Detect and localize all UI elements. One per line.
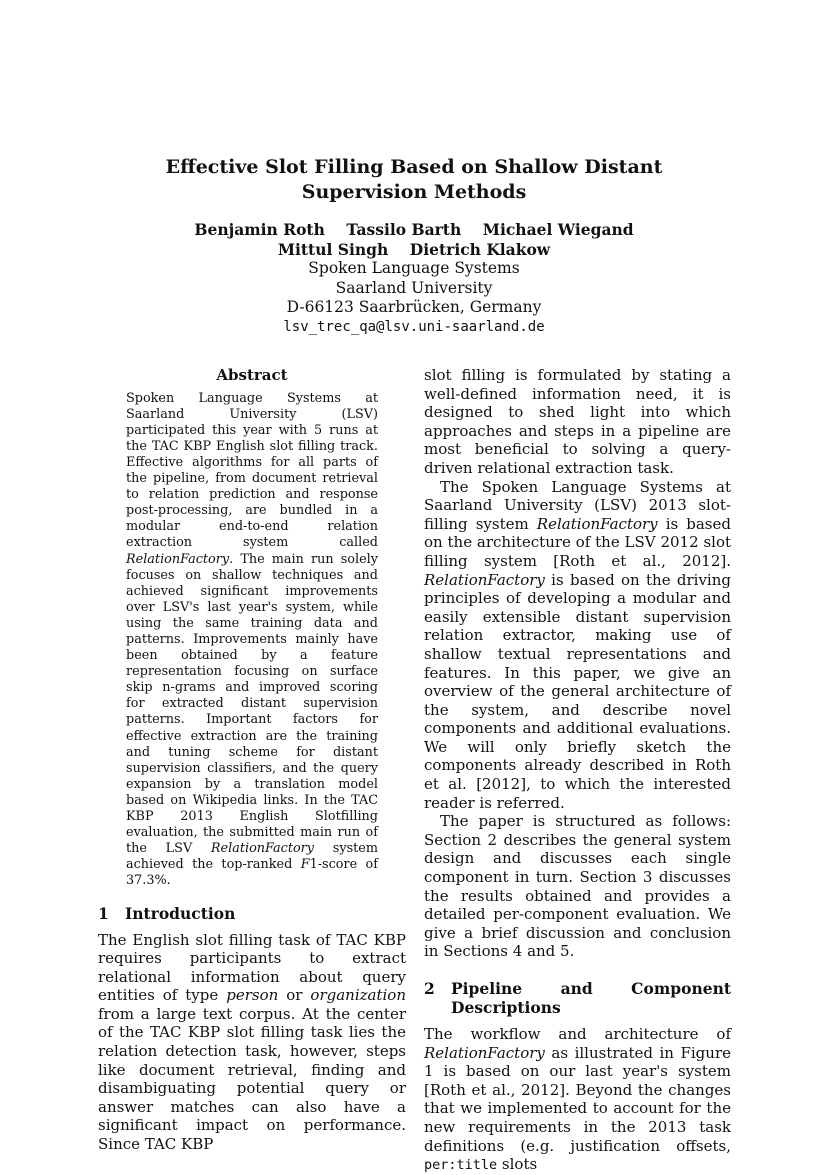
- paragraph-text-part: from a large text corpus. At the center of the TAC KBP slot filling task lies the relation detection task, however, steps like document retrieval, finding and disambiguating potential query or answer matches can also have a significant impact on performance. Since TAC KBP: [98, 1004, 406, 1154]
- paragraph-text-part: The workflow and architecture of: [424, 1025, 731, 1043]
- system-name-emphasis: RelationFactory: [424, 570, 545, 589]
- section-number: 2: [424, 979, 435, 998]
- affiliation-address: D-66123 Saarbrücken, Germany: [286, 298, 542, 316]
- section-title: Introduction: [125, 903, 236, 923]
- introduction-continued-paragraph: slot filling is formulated by stating a well-defined information need, it is designed to shed light into which approaches and steps in a pipeline are most beneficial to solving a query-driven relational extraction task.: [424, 366, 731, 477]
- slot-name-code: per:title: [424, 1157, 498, 1174]
- abstract-text-part: 1-score of 37.3%.: [126, 857, 378, 889]
- affiliation-group: Spoken Language Systems: [308, 259, 520, 277]
- system-name-emphasis: RelationFactory: [536, 514, 658, 533]
- system-overview-paragraph: [424, 478, 731, 813]
- abstract-text: [126, 391, 378, 890]
- system-name-emphasis: RelationFactory: [424, 1043, 545, 1062]
- author-names-line-1: Benjamin Roth Tassilo Barth Michael Wiegand: [194, 220, 634, 239]
- section-1-heading: [98, 904, 406, 923]
- author-block: [100, 220, 728, 337]
- section-2-heading: [424, 979, 731, 1017]
- paragraph-text-part: as illustrated in Figure 1 is based on our last year's system [Roth et al., 2012]. Beyond the changes that we implemented to account for the new requirements in the 2013 task definitions (e.g. justification offsets,: [424, 1043, 731, 1155]
- contact-email: lsv_trec_qa@lsv.uni-saarland.de: [283, 318, 545, 335]
- abstract-text-part: . The main run solely focuses on shallow techniques and achieved significant improvements over LSV's last year's system, while using the same training data and patterns. Improvements mainly have been obtained by a feature representation focusing on surface skip n-grams and improved scoring for extracted distant supervision patterns. Important factors for effective extraction are the training and tuning scheme for distant supervision classifiers, and the query expansion by a translation model based on Wikipedia links. In the TAC KBP 2013 English Slotfilling evaluation, the submitted main run of the LSV: [126, 551, 378, 857]
- paragraph-text-part: The English slot filling task of TAC KBP requires participants to extract relational information about query entities of type: [98, 930, 406, 1005]
- paper-structure-paragraph: The paper is structured as follows: Section 2 describes the general system design and discusses each single component in turn. Section 3 discusses the results obtained and provides a detailed per-component evaluation. We give a brief discussion and conclusion in Sections 4 and 5.: [424, 812, 731, 961]
- entity-type-emphasis: organization: [310, 986, 406, 1005]
- abstract-text-part: Spoken Language Systems at Saarland University (LSV) participated this year with 5 runs at the TAC KBP English slot filling track. Effective algorithms for all parts of the pipeline, from document retrieval to relation prediction and response post-processing, are bundled in a modular end-to-end relation extraction system called: [126, 390, 378, 551]
- introduction-paragraph: [98, 931, 406, 1154]
- paper-title: Effective Slot Filling Based on Shallow Distant Supervision Methods: [165, 156, 663, 203]
- paragraph-text-part: is based on the driving principles of developing a modular and easily extensible distant supervision relation extractor, making use of shallow textual representations and features. In this paper, we give an overview of the general architecture of the system, and describe novel components and additional evaluations. We will only briefly sketch the components already described in Roth et al. [2012], to which the interested reader is referred.: [424, 570, 731, 812]
- affiliation-university: Saarland University: [335, 278, 493, 297]
- paragraph-text-part: The Spoken Language Systems at Saarland University (LSV) 2013 slot-filling system: [424, 477, 731, 533]
- author-names-line-2: Mittul Singh Dietrich Klakow: [277, 239, 551, 259]
- paragraph-text-part: slots: [497, 1155, 538, 1174]
- paragraph-text-part: or: [278, 986, 311, 1005]
- system-name-emphasis: RelationFactory: [126, 551, 230, 567]
- f-score-symbol: F: [300, 857, 310, 873]
- section-title: Pipeline and Component Descriptions: [451, 979, 731, 1017]
- abstract-text-part: system achieved the top-ranked: [126, 841, 378, 873]
- section-number: 1: [98, 903, 109, 923]
- pipeline-paragraph: [424, 1025, 731, 1175]
- paragraph-text-part: is based on the architecture of the LSV 2012 slot filling system [Roth et al., 2012].: [424, 514, 731, 570]
- entity-type-emphasis: person: [226, 986, 279, 1005]
- system-name-emphasis: RelationFactory: [210, 841, 315, 857]
- abstract-heading: Abstract: [216, 366, 288, 384]
- right-column: [424, 366, 731, 1175]
- left-column: [98, 366, 406, 1154]
